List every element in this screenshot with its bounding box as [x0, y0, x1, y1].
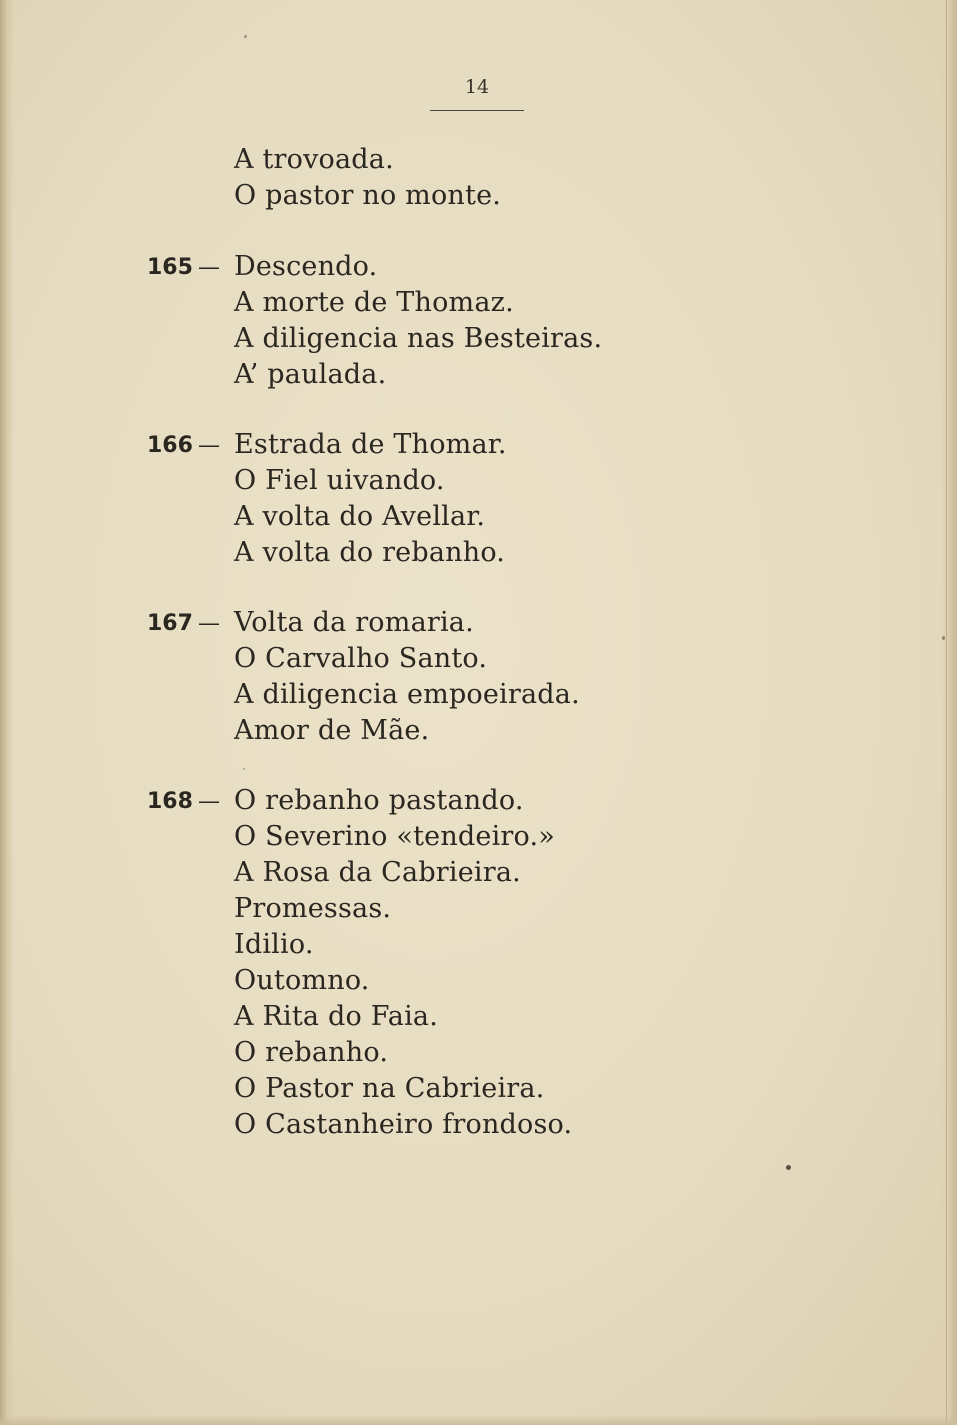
entry-number: 168 [147, 789, 193, 814]
page-number-rule [430, 110, 524, 111]
entry-line: A volta do rebanho. [234, 537, 506, 568]
entry-line: A morte de Thomaz. [234, 287, 514, 318]
page-right-edge [941, 0, 957, 1425]
page-fold-line [946, 0, 947, 1425]
entry-number: 166 [147, 433, 193, 458]
page-number: 14 [464, 76, 490, 98]
entry-dash: — [198, 611, 220, 636]
entry-line: O rebanho. [234, 1037, 389, 1068]
entry-line: A Rita do Faia. [234, 1001, 439, 1032]
paper-speck [244, 35, 247, 38]
entry-dash: — [198, 255, 220, 280]
page-left-edge [0, 0, 14, 1425]
paper-speck [243, 768, 245, 770]
entry-line: Amor de Mãe. [234, 715, 430, 746]
entry-line: A Rosa da Cabrieira. [234, 857, 521, 888]
entry-line: O Severino «tendeiro.» [234, 821, 556, 852]
entry-line: A diligencia empoeirada. [234, 679, 580, 710]
entry-line: Volta da romaria. [234, 607, 474, 638]
intro-line: A trovoada. [234, 144, 394, 175]
entry-line: O Fiel uivando. [234, 465, 445, 496]
entry-line: Descendo. [234, 251, 378, 282]
entry-dash: — [198, 433, 220, 458]
entry-line: O Pastor na Cabrieira. [234, 1073, 545, 1104]
intro-line: O pastor no monte. [234, 180, 502, 211]
entry-line: Outomno. [234, 965, 370, 996]
entry-line: Estrada de Thomar. [234, 429, 507, 460]
paper-speck [942, 636, 945, 640]
entry-line: O Carvalho Santo. [234, 643, 488, 674]
entry-line: A diligencia nas Besteiras. [234, 323, 603, 354]
entry-line: Idilio. [234, 929, 314, 960]
entry-dash: — [198, 789, 220, 814]
paper-speck [786, 1165, 791, 1170]
entry-number: 167 [147, 611, 193, 636]
entry-line: O rebanho pastando. [234, 785, 524, 816]
entry-line: A volta do Avellar. [234, 501, 486, 532]
entry-number: 165 [147, 255, 193, 280]
entry-line: O Castanheiro frondoso. [234, 1109, 573, 1140]
entry-line: A’ paulada. [234, 359, 387, 390]
page-bottom-edge [0, 1415, 957, 1425]
entry-line: Promessas. [234, 893, 392, 924]
